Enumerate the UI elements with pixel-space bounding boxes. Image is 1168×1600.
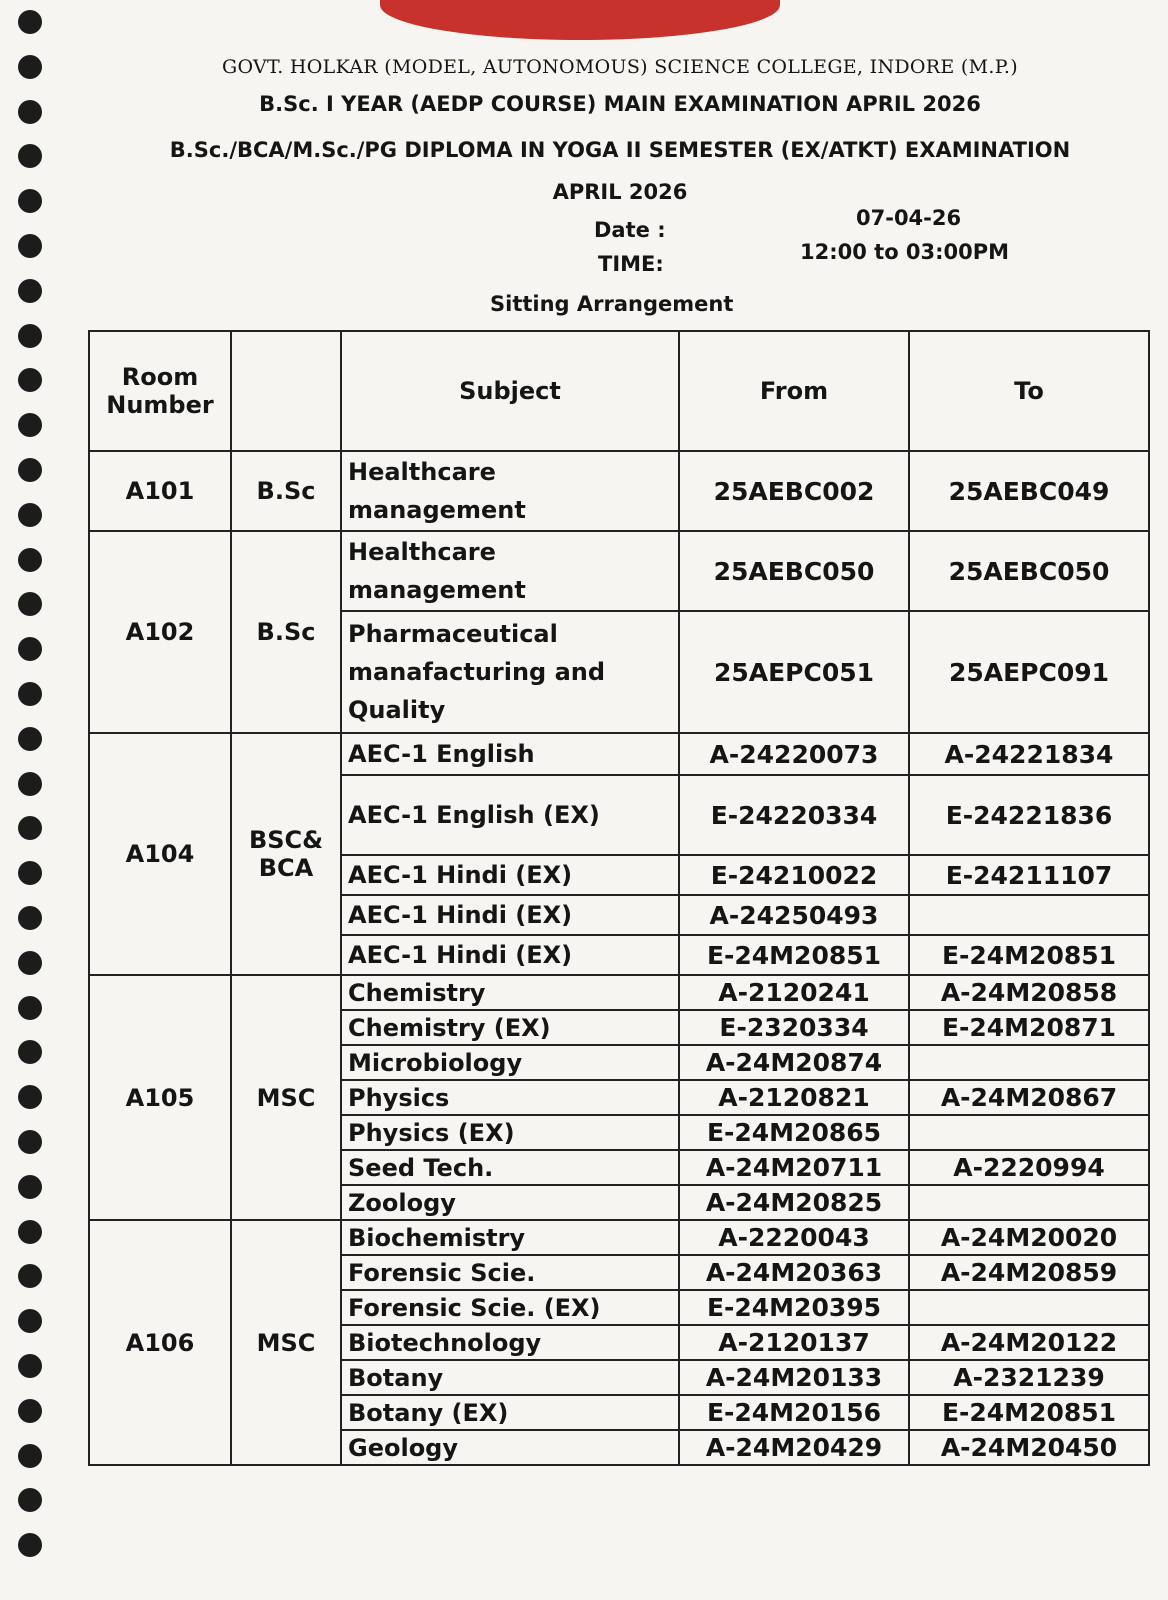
- from-roll-cell: A-24M20363: [679, 1255, 909, 1290]
- binder-hole: [18, 816, 42, 840]
- subject-cell: Microbiology: [341, 1045, 679, 1080]
- binder-hole: [18, 279, 42, 303]
- binder-hole: [18, 1220, 42, 1244]
- from-roll-cell: A-24220073: [679, 733, 909, 775]
- program-cell: MSC: [231, 975, 341, 1220]
- subject-cell: Healthcare management: [341, 451, 679, 531]
- from-roll-cell: A-24250493: [679, 895, 909, 935]
- binder-hole: [18, 413, 42, 437]
- from-roll-cell: A-24M20825: [679, 1185, 909, 1220]
- to-roll-cell: A-24M20858: [909, 975, 1149, 1010]
- program-cell: B.Sc: [231, 531, 341, 733]
- to-roll-cell: A-24M20020: [909, 1220, 1149, 1255]
- binder-hole: [18, 1264, 42, 1288]
- from-roll-cell: 25AEBC002: [679, 451, 909, 531]
- subject-cell: Physics (EX): [341, 1115, 679, 1150]
- to-roll-cell: A-2220994: [909, 1150, 1149, 1185]
- from-roll-cell: A-2120241: [679, 975, 909, 1010]
- from-roll-cell: A-2120137: [679, 1325, 909, 1360]
- to-roll-cell: E-24M20871: [909, 1010, 1149, 1045]
- to-roll-cell: 25AEBC049: [909, 451, 1149, 531]
- binder-hole: [18, 1533, 42, 1557]
- sitting-arrangement-title: Sitting Arrangement: [490, 292, 734, 316]
- binder-hole: [18, 1399, 42, 1423]
- exam-title-month: APRIL 2026: [552, 180, 688, 204]
- header-from: From: [679, 331, 909, 451]
- binder-hole: [18, 1085, 42, 1109]
- date-value: 07-04-26: [856, 206, 962, 230]
- header-to: To: [909, 331, 1149, 451]
- to-roll-cell: A-24M20859: [909, 1255, 1149, 1290]
- header-room-number: Room Number: [89, 331, 231, 451]
- to-roll-cell: E-24M20851: [909, 1395, 1149, 1430]
- subject-cell: Pharmaceutical manafacturing and Quality: [341, 611, 679, 733]
- binder-hole: [18, 189, 42, 213]
- binder-hole: [18, 682, 42, 706]
- subject-cell: Biochemistry: [341, 1220, 679, 1255]
- from-roll-cell: E-24M20865: [679, 1115, 909, 1150]
- from-roll-cell: A-24M20874: [679, 1045, 909, 1080]
- binder-hole: [18, 10, 42, 34]
- from-roll-cell: E-2320334: [679, 1010, 909, 1045]
- time-label: TIME:: [598, 252, 664, 276]
- to-roll-cell: [909, 1185, 1149, 1220]
- binder-hole: [18, 1309, 42, 1333]
- from-roll-cell: 25AEPC051: [679, 611, 909, 733]
- from-roll-cell: A-24M20711: [679, 1150, 909, 1185]
- subject-cell: Botany (EX): [341, 1395, 679, 1430]
- from-roll-cell: A-24M20429: [679, 1430, 909, 1465]
- binder-hole: [18, 592, 42, 616]
- binder-hole: [18, 1040, 42, 1064]
- paper-stain: [380, 0, 780, 40]
- to-roll-cell: E-24211107: [909, 855, 1149, 895]
- subject-cell: Botany: [341, 1360, 679, 1395]
- subject-cell: AEC-1 Hindi (EX): [341, 935, 679, 975]
- subject-cell: Biotechnology: [341, 1325, 679, 1360]
- table-row: [89, 1220, 1149, 1255]
- seating-table: [88, 330, 1150, 1466]
- from-roll-cell: E-24210022: [679, 855, 909, 895]
- subject-cell: Zoology: [341, 1185, 679, 1220]
- binder-hole: [18, 100, 42, 124]
- college-name: GOVT. HOLKAR (MODEL, AUTONOMOUS) SCIENCE COLLEGE, INDORE (M.P.): [222, 56, 1018, 78]
- binder-hole: [18, 1444, 42, 1468]
- table-row: [89, 531, 1149, 611]
- binder-hole: [18, 1175, 42, 1199]
- subject-cell: AEC-1 English (EX): [341, 775, 679, 855]
- from-roll-cell: E-24M20851: [679, 935, 909, 975]
- binder-hole: [18, 861, 42, 885]
- to-roll-cell: A-24M20450: [909, 1430, 1149, 1465]
- to-roll-cell: [909, 1290, 1149, 1325]
- to-roll-cell: [909, 1115, 1149, 1150]
- to-roll-cell: 25AEPC091: [909, 611, 1149, 733]
- binder-hole: [18, 772, 42, 796]
- program-cell: B.Sc: [231, 451, 341, 531]
- binder-hole: [18, 548, 42, 572]
- subject-cell: Chemistry (EX): [341, 1010, 679, 1045]
- table-row: [89, 975, 1149, 1010]
- subject-cell: AEC-1 English: [341, 733, 679, 775]
- subject-cell: Geology: [341, 1430, 679, 1465]
- date-label: Date :: [594, 218, 666, 242]
- to-roll-cell: [909, 895, 1149, 935]
- from-roll-cell: A-2120821: [679, 1080, 909, 1115]
- subject-cell: Healthcare management: [341, 531, 679, 611]
- to-roll-cell: A-24M20867: [909, 1080, 1149, 1115]
- to-roll-cell: A-2321239: [909, 1360, 1149, 1395]
- binder-hole: [18, 234, 42, 258]
- binder-hole: [18, 55, 42, 79]
- to-roll-cell: E-24M20851: [909, 935, 1149, 975]
- binder-hole: [18, 996, 42, 1020]
- binder-hole: [18, 144, 42, 168]
- binder-hole: [18, 368, 42, 392]
- room-number-cell: A104: [89, 733, 231, 975]
- subject-cell: Physics: [341, 1080, 679, 1115]
- from-roll-cell: E-24220334: [679, 775, 909, 855]
- room-number-cell: A106: [89, 1220, 231, 1465]
- binder-hole: [18, 503, 42, 527]
- to-roll-cell: 25AEBC050: [909, 531, 1149, 611]
- subject-cell: AEC-1 Hindi (EX): [341, 895, 679, 935]
- room-number-cell: A105: [89, 975, 231, 1220]
- table-header-row: [89, 331, 1149, 451]
- to-roll-cell: [909, 1045, 1149, 1080]
- program-cell: MSC: [231, 1220, 341, 1465]
- from-roll-cell: 25AEBC050: [679, 531, 909, 611]
- header-program: [231, 331, 341, 451]
- binder-hole: [18, 1130, 42, 1154]
- subject-cell: Chemistry: [341, 975, 679, 1010]
- binder-hole: [18, 951, 42, 975]
- exam-title-semester: B.Sc./BCA/M.Sc./PG DIPLOMA IN YOGA II SEMESTER (EX/ATKT) EXAMINATION: [169, 138, 1071, 162]
- binder-hole: [18, 906, 42, 930]
- to-roll-cell: A-24M20122: [909, 1325, 1149, 1360]
- room-number-cell: A101: [89, 451, 231, 531]
- subject-cell: Forensic Scie. (EX): [341, 1290, 679, 1325]
- to-roll-cell: E-24221836: [909, 775, 1149, 855]
- binder-hole: [18, 324, 42, 348]
- subject-cell: Seed Tech.: [341, 1150, 679, 1185]
- table-row: [89, 451, 1149, 531]
- binder-hole: [18, 458, 42, 482]
- from-roll-cell: A-24M20133: [679, 1360, 909, 1395]
- room-number-cell: A102: [89, 531, 231, 733]
- from-roll-cell: A-2220043: [679, 1220, 909, 1255]
- exam-title-main: B.Sc. I YEAR (AEDP COURSE) MAIN EXAMINATION APRIL 2026: [259, 92, 981, 116]
- from-roll-cell: E-24M20156: [679, 1395, 909, 1430]
- table-row: [89, 733, 1149, 775]
- subject-cell: Forensic Scie.: [341, 1255, 679, 1290]
- binder-hole: [18, 727, 42, 751]
- time-value: 12:00 to 03:00PM: [800, 240, 1010, 264]
- binder-hole: [18, 1354, 42, 1378]
- binder-hole: [18, 637, 42, 661]
- from-roll-cell: E-24M20395: [679, 1290, 909, 1325]
- spiral-binding-holes: [18, 10, 48, 1600]
- program-cell: BSC& BCA: [231, 733, 341, 975]
- binder-hole: [18, 1488, 42, 1512]
- to-roll-cell: A-24221834: [909, 733, 1149, 775]
- header-subject: Subject: [341, 331, 679, 451]
- subject-cell: AEC-1 Hindi (EX): [341, 855, 679, 895]
